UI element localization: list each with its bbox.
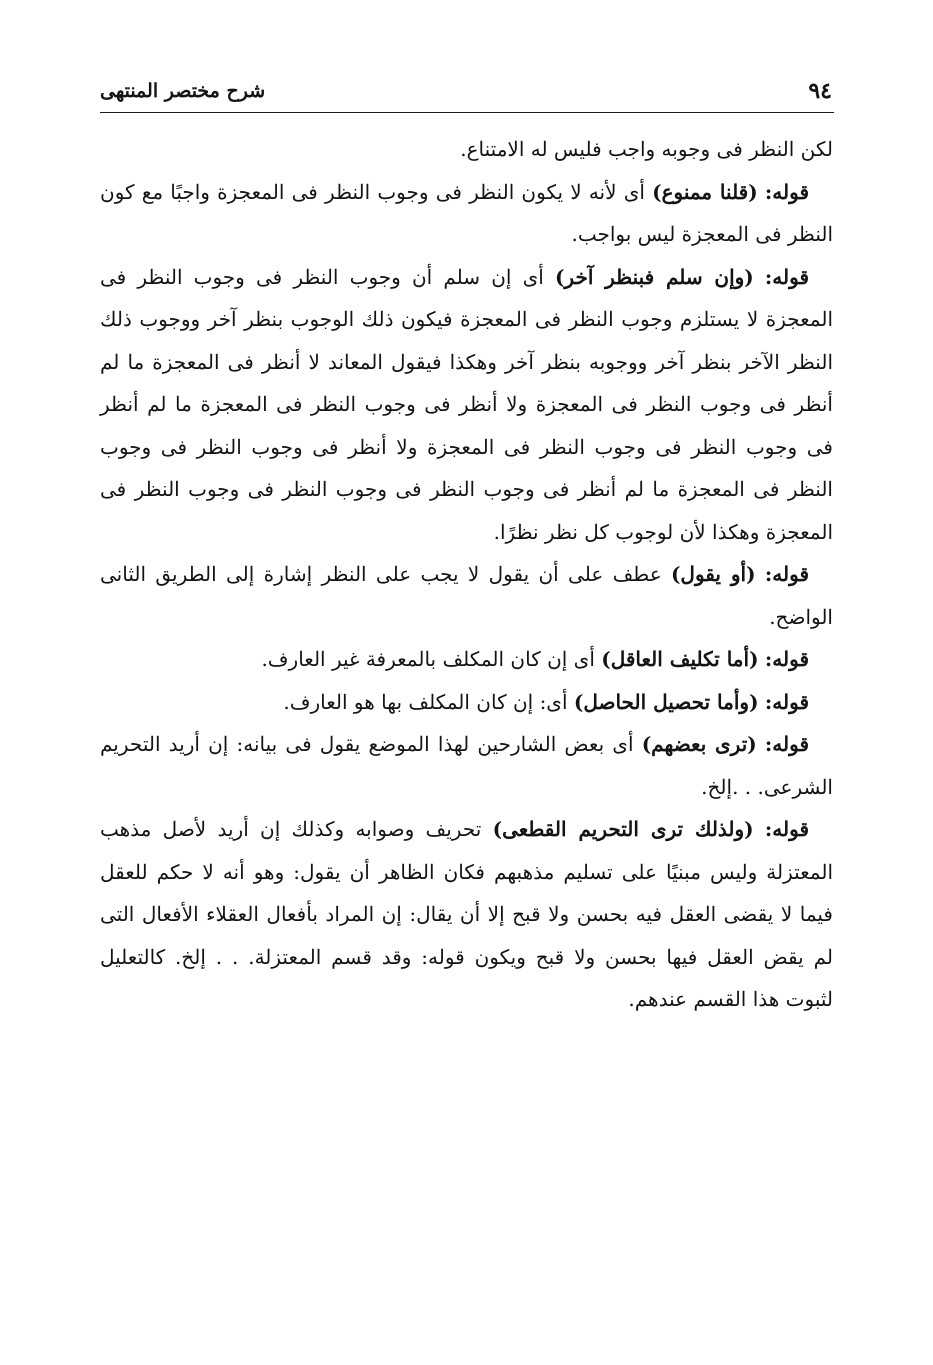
commentary-label: قوله: [764,562,810,586]
commentary-label: قوله: [764,732,810,756]
paragraph-text: عطف على أن يقول لا يجب على النظر إشارة إلى الطريق الثانى الواضح. [100,562,833,629]
quoted-lemma: (ولذلك ترى التحريم القطعى) [492,817,754,841]
paragraph-text: أى بعض الشارحين لهذا الموضع يقول فى بيانه: إن أريد التحريم الشرعى. . .إلخ. [100,732,833,799]
paragraph-text: تحريف وصوابه وكذلك إن أريد لأصل مذهب المعتزلة وليس مبنيًا على تسليم مذهبهم فكان الظاهر أن يقول: وهو أنه لا حكم للعقل فيما لا يقضى العقل فيه بحسن ولا قبح إلا أن يقال: إن المراد بأفعال العقلاء الأفعال التى لم يقض العقل فيها بحسن ولا قبح ويكون قوله: وقد قسم المعتزلة. . . إلخ. كالتعليل لثبوت هذا القسم عندهم. [100,817,833,1011]
paragraph-1 [100,128,833,171]
quoted-lemma: (ترى بعضهم) [641,732,757,756]
quoted-lemma: (أما تكليف العاقل) [601,647,759,671]
paragraph-6 [100,681,833,724]
paragraph-3 [100,256,833,554]
page-header [100,76,832,110]
paragraph-4 [100,553,833,638]
paragraph-text: أى إن سلم أن وجوب النظر فى وجوب النظر فى المعجزة لا يستلزم وجوب النظر فى المعجزة فيكون ذلك الوجوب بنظر آخر ووجوب ذلك النظر الآخر بنظر آخر ووجوبه بنظر آخر وهكذا فيقول المعاند لا أنظر فى المعجزة ما لم أنظر فى وجوب النظر فى المعجزة ولا أنظر فى وجوب النظر فى المعجزة ما لم أنظر فى وجوب النظر فى وجوب النظر فى المعجزة ولا أنظر فى وجوب النظر فى وجوب النظر فى المعجزة ما لم أنظر فى وجوب النظر فى وجوب النظر فى وجوب النظر فى المعجزة وهكذا لأن لوجوب كل نظر نظرًا. [100,264,834,544]
quoted-lemma: (أو يقول) [670,562,756,586]
commentary-label: قوله: [764,817,810,841]
body-text [100,128,833,1021]
paragraph-5 [100,638,833,681]
header-rule [100,112,834,113]
running-title: شرح مختصر المنتهى [100,80,266,102]
paragraph-2 [100,171,833,256]
paragraph-8 [100,808,833,1021]
commentary-label: قوله: [764,647,809,671]
paragraph-7 [100,723,833,808]
quoted-lemma: (وإن سلم فبنظر آخر) [554,264,754,289]
paragraph-text: أى: إن كان المكلف بها هو العارف. [283,689,568,714]
quoted-lemma: (قلنا ممنوع) [652,179,758,204]
commentary-label: قوله: [764,264,810,289]
paragraph-text: أى لأنه لا يكون النظر فى وجوب النظر فى المعجزة واجبًا مع كون النظر فى المعجزة ليس بواجب. [100,179,833,246]
commentary-label: قوله: [764,689,809,714]
paragraph-text: لكن النظر فى وجوبه واجب فليس له الامتناع. [460,137,833,161]
page-number: ٩٤ [808,78,832,104]
paragraph-text: أى إن كان المكلف بالمعرفة غير العارف. [261,647,595,671]
quoted-lemma: (وأما تحصيل الحاصل) [573,689,759,714]
commentary-label: قوله: [764,179,809,204]
